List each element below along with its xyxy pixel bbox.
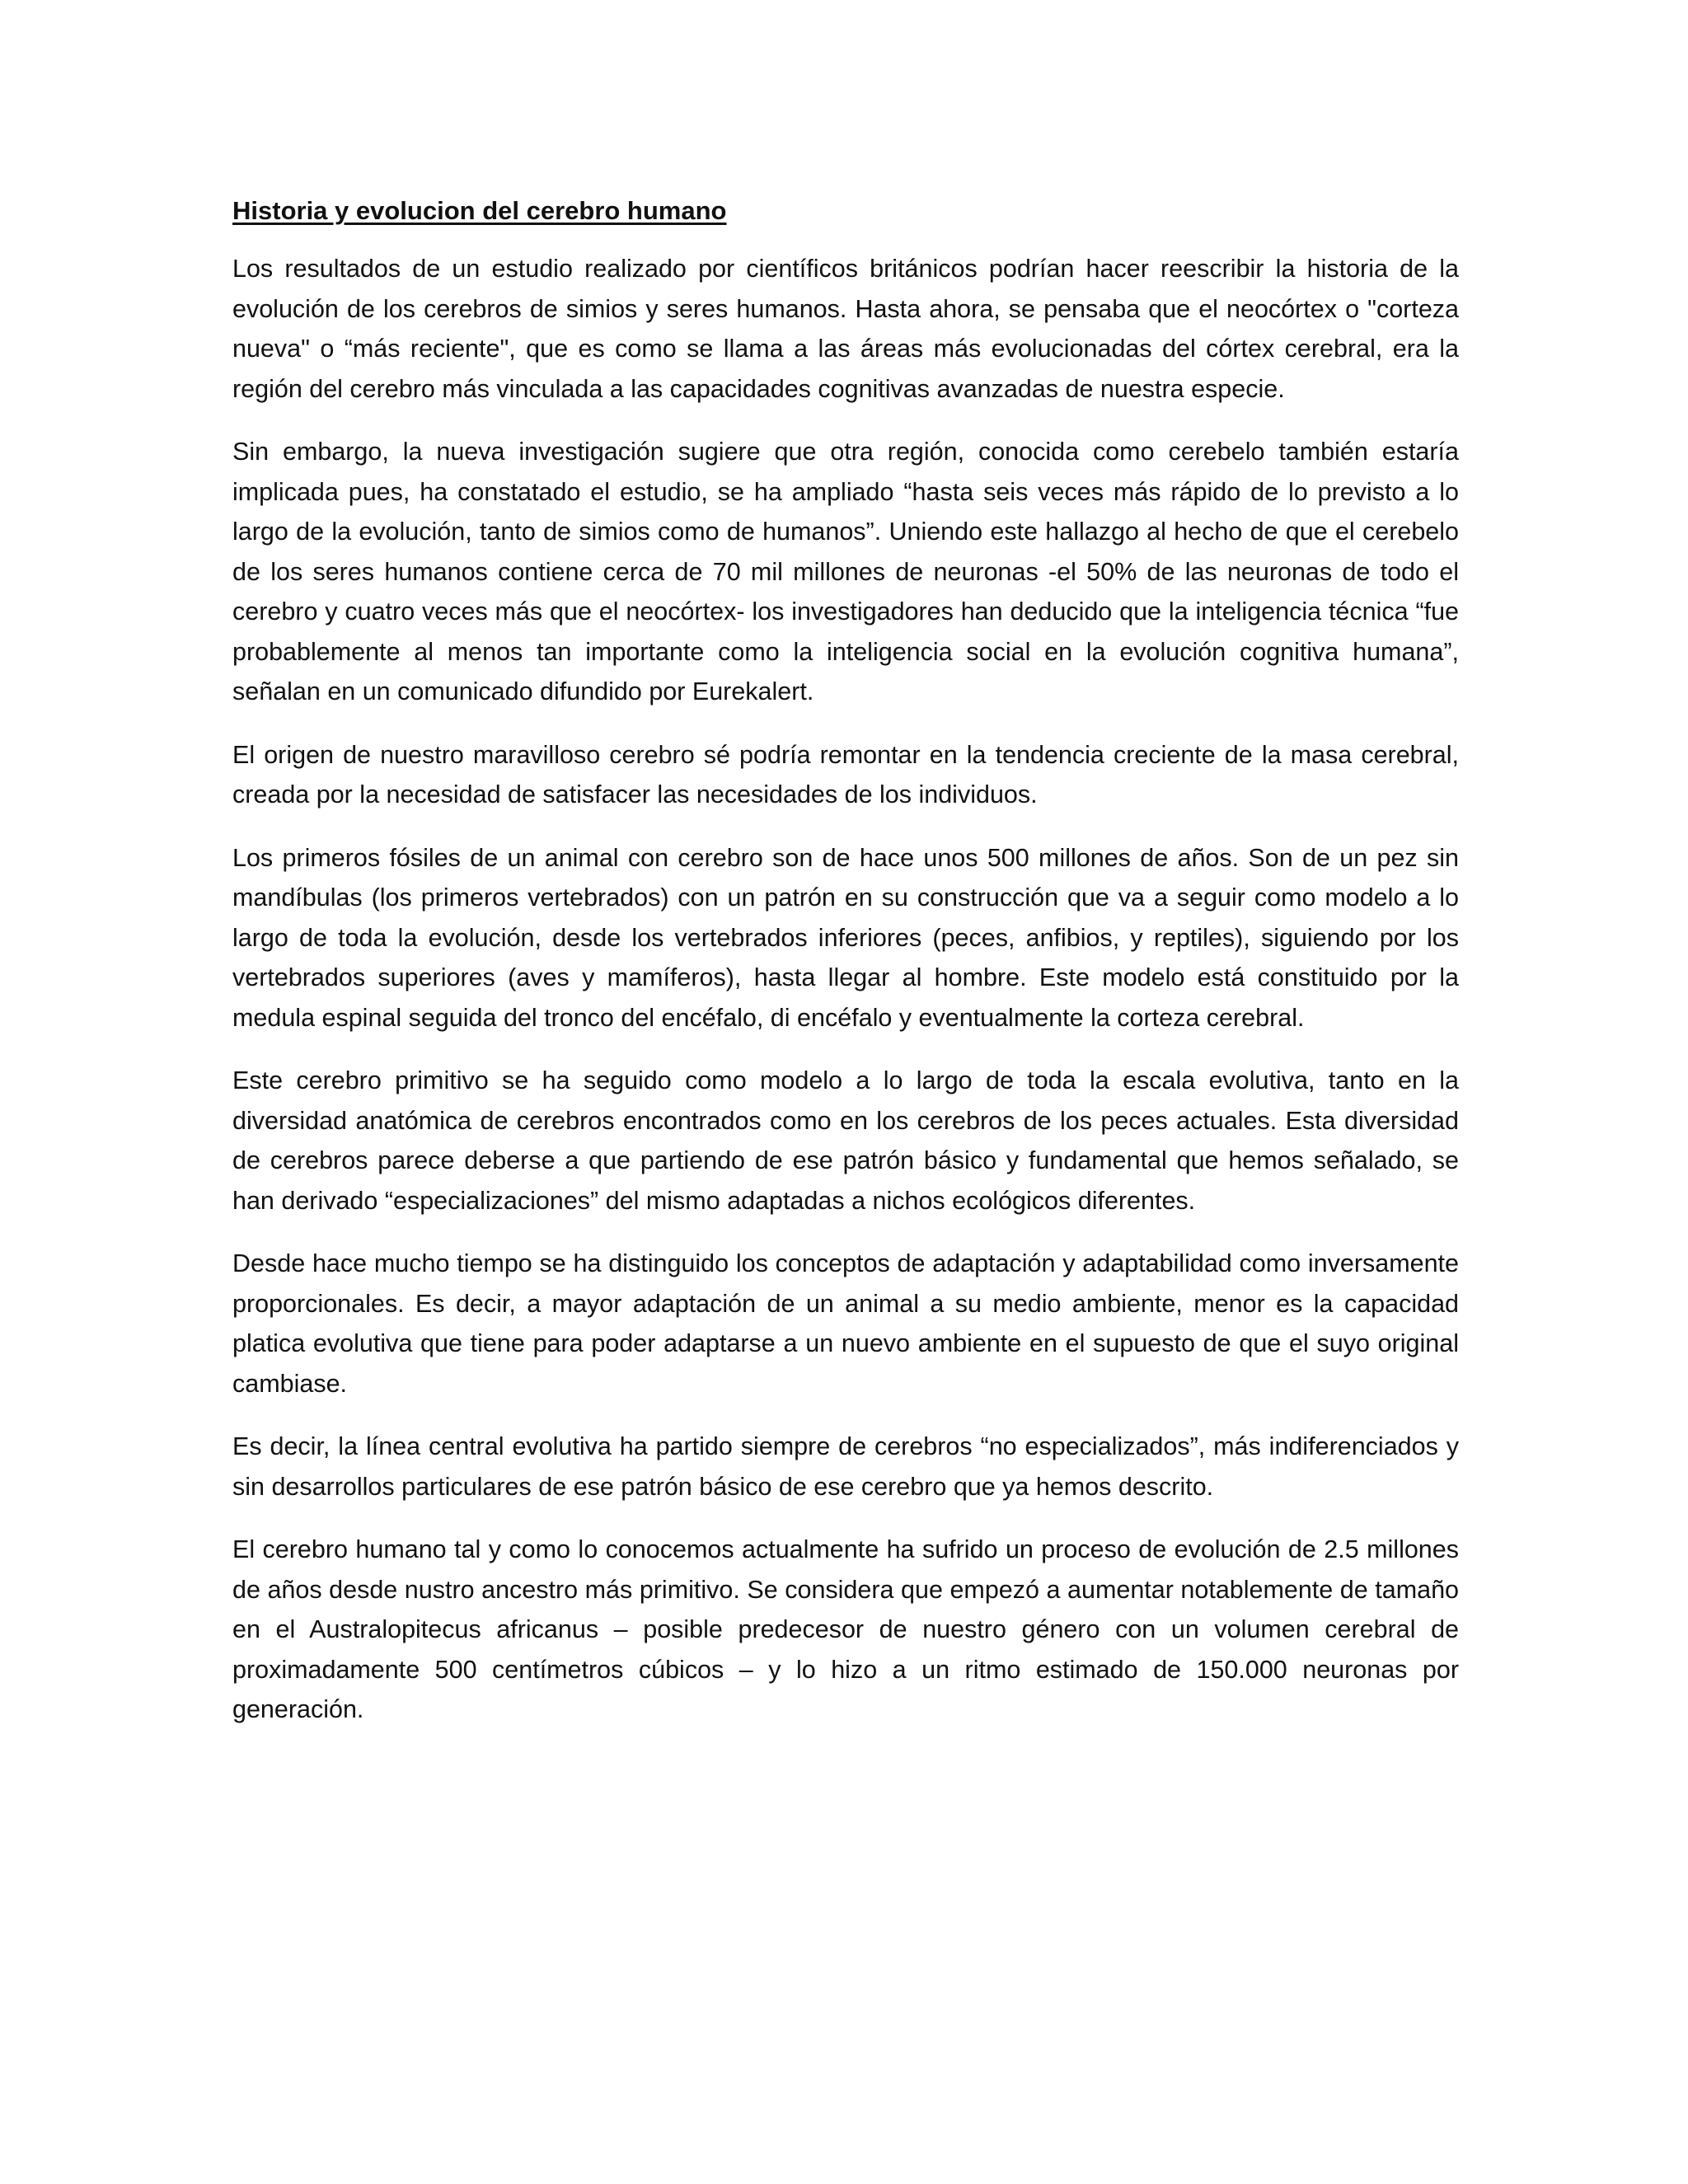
paragraph-cerebelo: Sin embargo, la nueva investigación sugiere que otra región, conocida como cerebelo también estaría implicada pues, ha constatado el estudio, se ha ampliado “hasta seis veces más rápido de lo previsto a lo largo de la evolución, tanto de simios como de humanos”. Uniendo este hallazgo al hecho de que el cerebelo de los seres humanos contiene cerca de 70 mil millones de neuronas -el 50% de las neuronas de todo el cerebro y cuatro veces más que el neocórtex- los investigadores han deducido que la inteligencia técnica “fue probablemente al menos tan importante como la inteligencia social en la evolución cognitiva humana”, señalan en un comunicado difundido por Eurekalert. <box>232 438 1459 705</box>
document-body <box>232 191 1459 1753</box>
paragraph-origen: El origen de nuestro maravilloso cerebro sé podría remontar en la tendencia creciente de la masa cerebral, creada por la necesidad de satisfacer las necesidades de los individuos. <box>232 740 1459 808</box>
paragraph-cerebro-humano: El cerebro humano tal y como lo conocemos actualmente ha sufrido un proceso de evolución de 2.5 millones de años desde nustro ancestro más primitivo. Se considera que empezó a aumentar notablemente de tamaño en el Australopitecus africanus – posible predecesor de nuestro género con un volumen cerebral de proximadamente 500 centímetros cúbicos – y lo hizo a un ritmo estimado de 150.000 neuronas por generación. <box>232 1535 1459 1723</box>
paragraph-neocortex: Los resultados de un estudio realizado por científicos británicos podrían hacer reescribir la historia de la evolución de los cerebros de simios y seres humanos. Hasta ahora, se pensaba que el neocórtex o "corteza nueva" o “más reciente", que es como se llama a las áreas más evolucionadas del córtex cerebral, era la región del cerebro más vinculada a las capacidades cognitivas avanzadas de nuestra especie. <box>232 255 1459 403</box>
paragraph-fosiles: Los primeros fósiles de un animal con cerebro son de hace unos 500 millones de años. Son de un pez sin mandíbulas (los primeros vertebrados) con un patrón en su construcción que va a seguir como modelo a lo largo de toda la evolución, desde los vertebrados inferiores (peces, anfibios, y reptiles), siguiendo por los vertebrados superiores (aves y mamíferos), hasta llegar al hombre. Este modelo está constituido por la medula espinal seguida del tronco del encéfalo, di encéfalo y eventualmente la corteza cerebral. <box>232 843 1459 1032</box>
paragraph-adaptacion: Desde hace mucho tiempo se ha distinguido los conceptos de adaptación y adaptabilidad como inversamente proporcionales. Es decir, a mayor adaptación de un animal a su medio ambiente, menor es la capacidad platica evolutiva que tiene para poder adaptarse a un nuevo ambiente en el supuesto de que el suyo original cambiase. <box>232 1249 1459 1398</box>
document-title: Historia y evolucion del cerebro humano <box>232 196 727 225</box>
paragraph-linea-central: Es decir, la línea central evolutiva ha partido siempre de cerebros “no especializados”, más indiferenciados y sin desarrollos particulares de ese patrón básico de ese cerebro que ya hemos descrito. <box>232 1432 1459 1501</box>
paragraph-cerebro-primitivo: Este cerebro primitivo se ha seguido como modelo a lo largo de toda la escala evolutiva, tanto en la diversidad anatómica de cerebros encontrados como en los cerebros de los peces actuales. Esta diversidad de cerebros parece deberse a que partiendo de ese patrón básico y fundamental que hemos señalado, se han derivado “especializaciones” del mismo adaptadas a nichos ecológicos diferentes. <box>232 1066 1459 1215</box>
